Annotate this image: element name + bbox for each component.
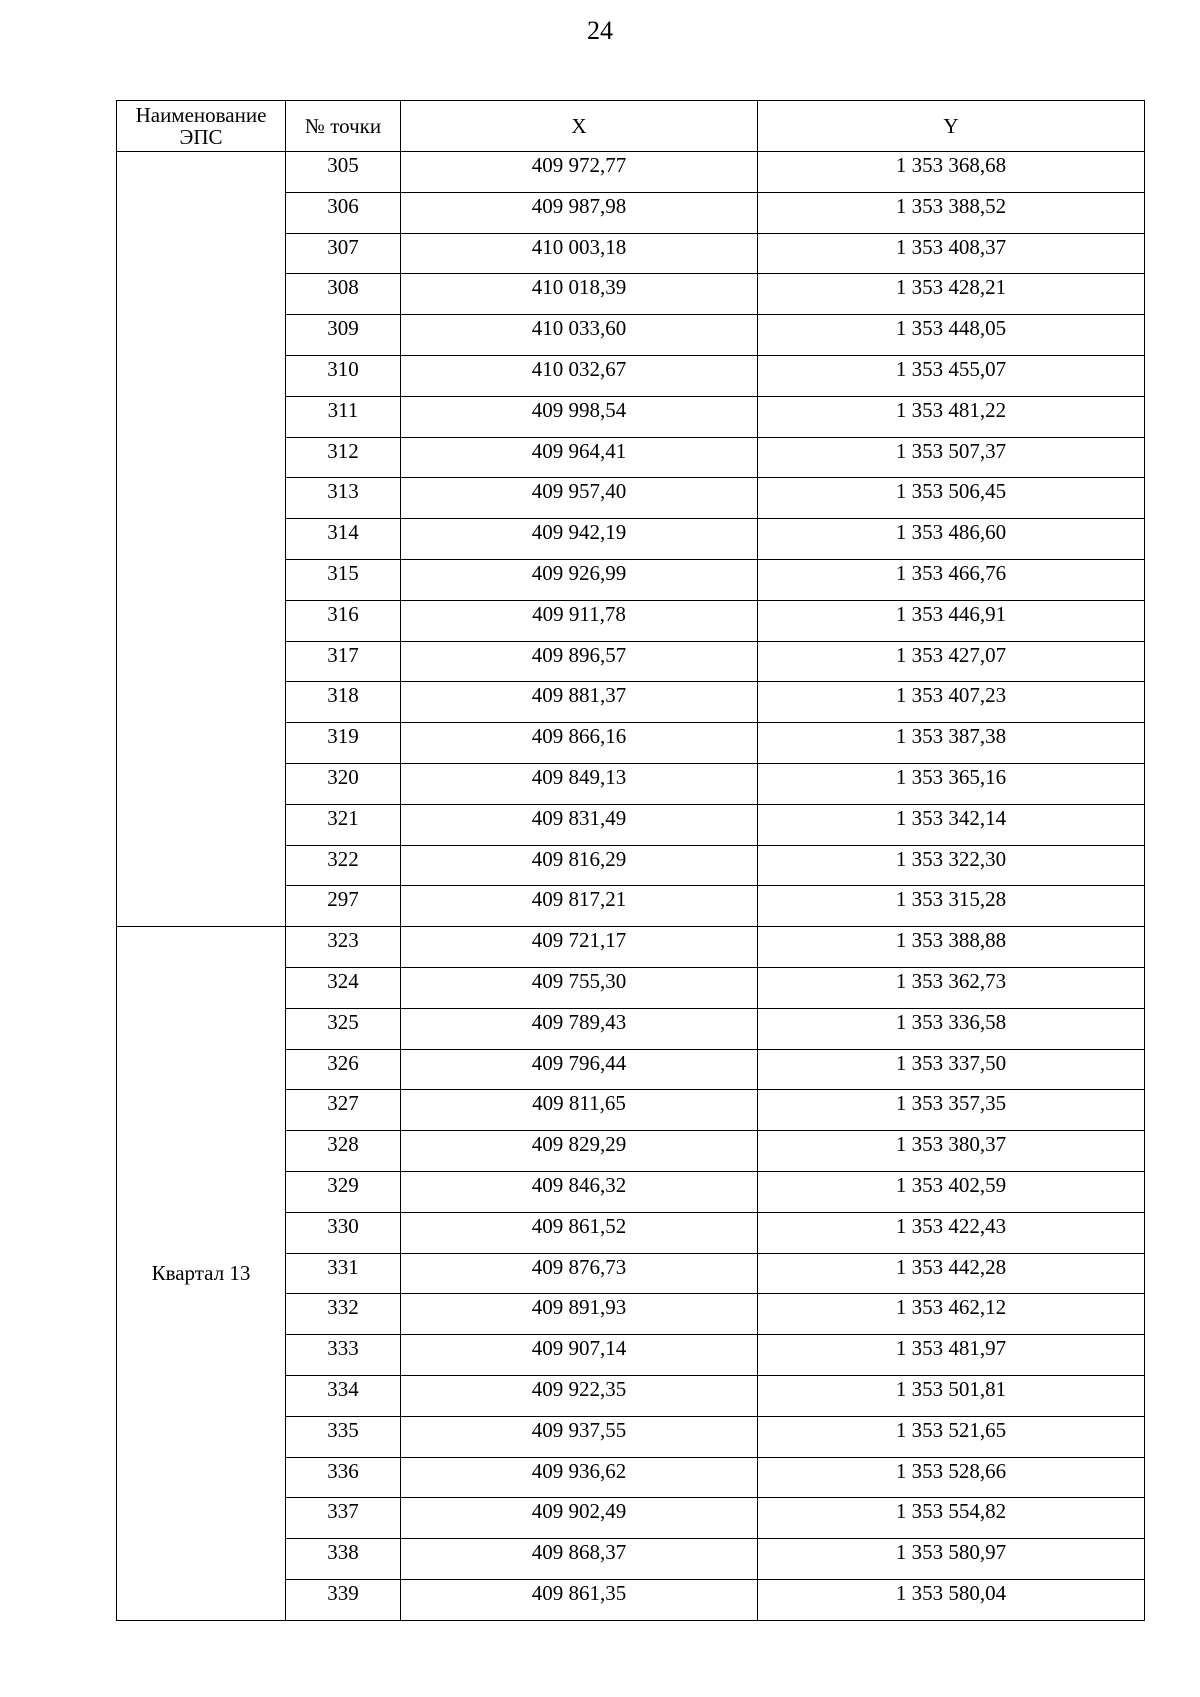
- header-eps-name: Наименование ЭПС: [117, 101, 286, 152]
- point-number-cell: 322: [286, 845, 401, 886]
- point-number-cell: 317: [286, 641, 401, 682]
- point-number-cell: 315: [286, 559, 401, 600]
- x-coordinate-cell: 409 957,40: [401, 478, 758, 519]
- x-coordinate-cell: 410 018,39: [401, 274, 758, 315]
- y-coordinate-cell: 1 353 580,97: [758, 1539, 1145, 1580]
- point-number-cell: 312: [286, 437, 401, 478]
- x-coordinate-cell: 409 846,32: [401, 1171, 758, 1212]
- point-number-cell: 328: [286, 1131, 401, 1172]
- x-coordinate-cell: 409 907,14: [401, 1335, 758, 1376]
- point-number-cell: 320: [286, 763, 401, 804]
- x-coordinate-cell: 409 755,30: [401, 967, 758, 1008]
- y-coordinate-cell: 1 353 337,50: [758, 1049, 1145, 1090]
- point-number-cell: 311: [286, 396, 401, 437]
- point-number-cell: 310: [286, 355, 401, 396]
- x-coordinate-cell: 409 817,21: [401, 886, 758, 927]
- point-number-cell: 297: [286, 886, 401, 927]
- point-number-cell: 316: [286, 600, 401, 641]
- coordinates-table: [116, 100, 1145, 1621]
- y-coordinate-cell: 1 353 315,28: [758, 886, 1145, 927]
- point-number-cell: 333: [286, 1335, 401, 1376]
- point-number-cell: 318: [286, 682, 401, 723]
- point-number-cell: 324: [286, 967, 401, 1008]
- y-coordinate-cell: 1 353 481,22: [758, 396, 1145, 437]
- y-coordinate-cell: 1 353 322,30: [758, 845, 1145, 886]
- page-number: 24: [587, 16, 613, 45]
- y-coordinate-cell: 1 353 357,35: [758, 1090, 1145, 1131]
- x-coordinate-cell: 409 972,77: [401, 152, 758, 193]
- x-coordinate-cell: 409 987,98: [401, 192, 758, 233]
- point-number-cell: 323: [286, 927, 401, 968]
- y-coordinate-cell: 1 353 580,04: [758, 1579, 1145, 1620]
- point-number-cell: 307: [286, 233, 401, 274]
- point-number-cell: 308: [286, 274, 401, 315]
- y-coordinate-cell: 1 353 481,97: [758, 1335, 1145, 1376]
- x-coordinate-cell: 409 868,37: [401, 1539, 758, 1580]
- eps-name-cell: Квартал 13: [117, 927, 286, 1621]
- header-x: X: [401, 101, 758, 152]
- x-coordinate-cell: 409 866,16: [401, 723, 758, 764]
- y-coordinate-cell: 1 353 365,16: [758, 763, 1145, 804]
- y-coordinate-cell: 1 353 528,66: [758, 1457, 1145, 1498]
- x-coordinate-cell: 409 964,41: [401, 437, 758, 478]
- point-number-cell: 332: [286, 1294, 401, 1335]
- x-coordinate-cell: 409 881,37: [401, 682, 758, 723]
- y-coordinate-cell: 1 353 506,45: [758, 478, 1145, 519]
- point-number-cell: 313: [286, 478, 401, 519]
- x-coordinate-cell: 409 816,29: [401, 845, 758, 886]
- point-number-cell: 326: [286, 1049, 401, 1090]
- point-number-cell: 309: [286, 315, 401, 356]
- x-coordinate-cell: 409 902,49: [401, 1498, 758, 1539]
- point-number-cell: 335: [286, 1416, 401, 1457]
- x-coordinate-cell: 410 033,60: [401, 315, 758, 356]
- y-coordinate-cell: 1 353 387,38: [758, 723, 1145, 764]
- x-coordinate-cell: 409 849,13: [401, 763, 758, 804]
- y-coordinate-cell: 1 353 521,65: [758, 1416, 1145, 1457]
- point-number-cell: 314: [286, 519, 401, 560]
- x-coordinate-cell: 409 811,65: [401, 1090, 758, 1131]
- x-coordinate-cell: 409 891,93: [401, 1294, 758, 1335]
- point-number-cell: 331: [286, 1253, 401, 1294]
- y-coordinate-cell: 1 353 501,81: [758, 1375, 1145, 1416]
- y-coordinate-cell: 1 353 462,12: [758, 1294, 1145, 1335]
- y-coordinate-cell: 1 353 368,68: [758, 152, 1145, 193]
- x-coordinate-cell: 409 896,57: [401, 641, 758, 682]
- y-coordinate-cell: 1 353 486,60: [758, 519, 1145, 560]
- header-point-number: № точки: [286, 101, 401, 152]
- y-coordinate-cell: 1 353 362,73: [758, 967, 1145, 1008]
- y-coordinate-cell: 1 353 427,07: [758, 641, 1145, 682]
- x-coordinate-cell: 409 937,55: [401, 1416, 758, 1457]
- point-number-cell: 321: [286, 804, 401, 845]
- table-row: [117, 152, 1145, 193]
- x-coordinate-cell: 409 942,19: [401, 519, 758, 560]
- y-coordinate-cell: 1 353 466,76: [758, 559, 1145, 600]
- x-coordinate-cell: 410 003,18: [401, 233, 758, 274]
- point-number-cell: 338: [286, 1539, 401, 1580]
- y-coordinate-cell: 1 353 455,07: [758, 355, 1145, 396]
- point-number-cell: 330: [286, 1212, 401, 1253]
- x-coordinate-cell: 409 922,35: [401, 1375, 758, 1416]
- y-coordinate-cell: 1 353 380,37: [758, 1131, 1145, 1172]
- x-coordinate-cell: 410 032,67: [401, 355, 758, 396]
- x-coordinate-cell: 409 926,99: [401, 559, 758, 600]
- y-coordinate-cell: 1 353 342,14: [758, 804, 1145, 845]
- point-number-cell: 339: [286, 1579, 401, 1620]
- point-number-cell: 336: [286, 1457, 401, 1498]
- y-coordinate-cell: 1 353 388,52: [758, 192, 1145, 233]
- table-body: [117, 152, 1145, 1621]
- table-header-row: [117, 101, 1145, 152]
- y-coordinate-cell: 1 353 422,43: [758, 1212, 1145, 1253]
- y-coordinate-cell: 1 353 388,88: [758, 927, 1145, 968]
- eps-name-cell: [117, 152, 286, 927]
- y-coordinate-cell: 1 353 554,82: [758, 1498, 1145, 1539]
- y-coordinate-cell: 1 353 336,58: [758, 1008, 1145, 1049]
- x-coordinate-cell: 409 829,29: [401, 1131, 758, 1172]
- y-coordinate-cell: 1 353 448,05: [758, 315, 1145, 356]
- y-coordinate-cell: 1 353 442,28: [758, 1253, 1145, 1294]
- y-coordinate-cell: 1 353 408,37: [758, 233, 1145, 274]
- x-coordinate-cell: 409 998,54: [401, 396, 758, 437]
- table-row: [117, 927, 1145, 968]
- x-coordinate-cell: 409 936,62: [401, 1457, 758, 1498]
- point-number-cell: 306: [286, 192, 401, 233]
- point-number-cell: 319: [286, 723, 401, 764]
- header-y: Y: [758, 101, 1145, 152]
- x-coordinate-cell: 409 861,35: [401, 1579, 758, 1620]
- point-number-cell: 337: [286, 1498, 401, 1539]
- point-number-cell: 325: [286, 1008, 401, 1049]
- point-number-cell: 329: [286, 1171, 401, 1212]
- y-coordinate-cell: 1 353 428,21: [758, 274, 1145, 315]
- y-coordinate-cell: 1 353 407,23: [758, 682, 1145, 723]
- x-coordinate-cell: 409 876,73: [401, 1253, 758, 1294]
- x-coordinate-cell: 409 831,49: [401, 804, 758, 845]
- x-coordinate-cell: 409 721,17: [401, 927, 758, 968]
- point-number-cell: 305: [286, 152, 401, 193]
- y-coordinate-cell: 1 353 402,59: [758, 1171, 1145, 1212]
- x-coordinate-cell: 409 796,44: [401, 1049, 758, 1090]
- x-coordinate-cell: 409 861,52: [401, 1212, 758, 1253]
- point-number-cell: 327: [286, 1090, 401, 1131]
- y-coordinate-cell: 1 353 446,91: [758, 600, 1145, 641]
- point-number-cell: 334: [286, 1375, 401, 1416]
- x-coordinate-cell: 409 911,78: [401, 600, 758, 641]
- x-coordinate-cell: 409 789,43: [401, 1008, 758, 1049]
- y-coordinate-cell: 1 353 507,37: [758, 437, 1145, 478]
